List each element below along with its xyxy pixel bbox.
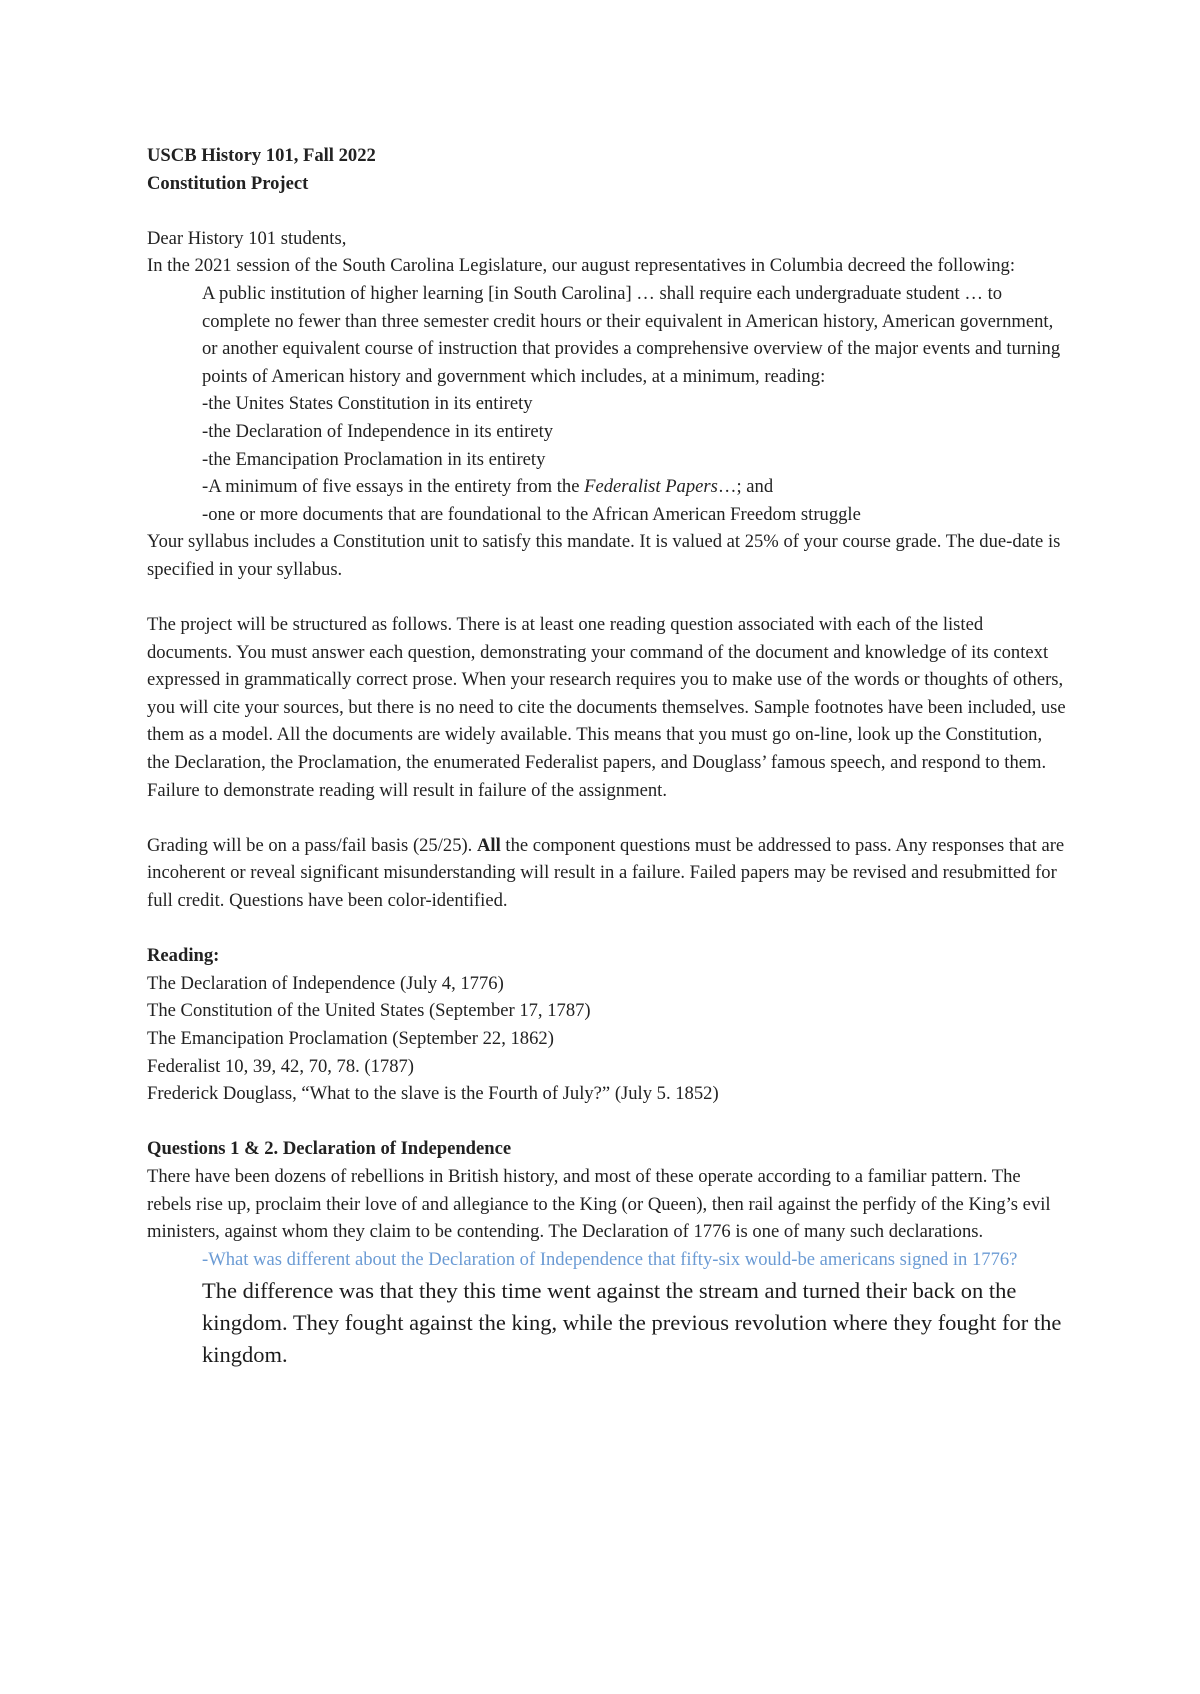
- quote-item-federalist: [202, 473, 1067, 501]
- questions-intro: There have been dozens of rebellions in British history, and most of these operate according to a familiar pattern. The rebels rise up, proclaim their love of and allegiance to the King (or Queen), then rail against the perfidy of the King’s evil ministers, against whom they claim to be contending. The Declaration of 1776 is one of many such declarations.: [147, 1165, 1051, 1243]
- reading-item: The Constitution of the United States (September 17, 1787): [147, 1000, 591, 1022]
- document-body: [147, 142, 1067, 1371]
- quote-item-federalist-prefix: -A minimum of five essays in the entirety from the: [202, 476, 585, 498]
- reading-item: The Emancipation Proclamation (September 22, 1862): [147, 1028, 554, 1049]
- grading-paragraph: [147, 832, 1067, 915]
- syllabus-note: Your syllabus includes a Constitution unit to satisfy this mandate. It is valued at 25% of your course grade. The due-date is specified in your syllabus.: [147, 531, 1061, 580]
- legislation-quote: [202, 280, 1067, 528]
- reading-heading: Reading:: [147, 945, 220, 967]
- student-answer: The difference was that they this time went against the stream and turned their back on the kingdom. They fought against the king, while the previous revolution where they fought for the kingdom.: [202, 1278, 1062, 1368]
- course-title: USCB History 101, Fall 2022: [147, 145, 376, 166]
- grading-emphasis: All: [476, 834, 501, 856]
- reading-item: The Declaration of Independence (July 4, 1776): [147, 972, 504, 994]
- project-title: Constitution Project: [147, 172, 309, 194]
- quote-item: -one or more documents that are foundational to the African American Freedom struggle: [202, 503, 861, 525]
- reading-item: Federalist 10, 39, 42, 70, 78. (1787): [147, 1055, 414, 1077]
- federalist-papers-title: Federalist Papers: [584, 476, 718, 498]
- quote-item-federalist-suffix: …; and: [717, 476, 774, 498]
- grading-text-after: the component questions must be addressed to pass. Any responses that are incoherent or reveal significant misunderstanding will result in a failure. Failed papers may be revised and resubmitted for full credit. Questions have been color-identified.: [147, 834, 1065, 912]
- quote-item: -the Declaration of Independence in its entirety: [202, 420, 554, 442]
- reading-item: Frederick Douglass, “What to the slave is the Fourth of July?” (July 5. 1852): [147, 1083, 719, 1105]
- quote-item: -the Emancipation Proclamation in its entirety: [202, 448, 546, 470]
- structure-paragraph: The project will be structured as follows. There is at least one reading question associated with each of the listed documents. You must answer each question, demonstrating your command of the document and knowledge of its context expressed in grammatically correct prose. When your research requires you to make use of the words or thoughts of others, you will cite your sources, but there is no need to cite the documents themselves. Sample footnotes have been included, use them as a model. All the documents are widely available. This means that you must go on-line, look up the Constitution, the Declaration, the Proclamation, the enumerated Federalist papers, and Douglass’ famous speech, and respond to them. Failure to demonstrate reading will result in failure of the assignment.: [147, 614, 1066, 801]
- questions-heading: Questions 1 & 2. Declaration of Independence: [147, 1138, 512, 1160]
- letter-greeting: Dear History 101 students,: [147, 227, 347, 249]
- grading-text-before: Grading will be on a pass/fail basis (25/25).: [147, 834, 477, 856]
- letter-intro: In the 2021 session of the South Carolina Legislature, our august representatives in Columbia decreed the following:: [147, 255, 1016, 277]
- question-text: -What was different about the Declaration of Independence that fifty-six would-be americans signed in 1776?: [202, 1248, 1018, 1270]
- quote-item: -the Unites States Constitution in its entirety: [202, 393, 533, 415]
- quote-text: A public institution of higher learning [in South Carolina] … shall require each undergraduate student … to complete no fewer than three semester credit hours or their equivalent in American history, American government, or another equivalent course of instruction that provides a comprehensive overview of the major events and turning points of American history and government which includes, at a minimum, reading:: [202, 282, 1061, 387]
